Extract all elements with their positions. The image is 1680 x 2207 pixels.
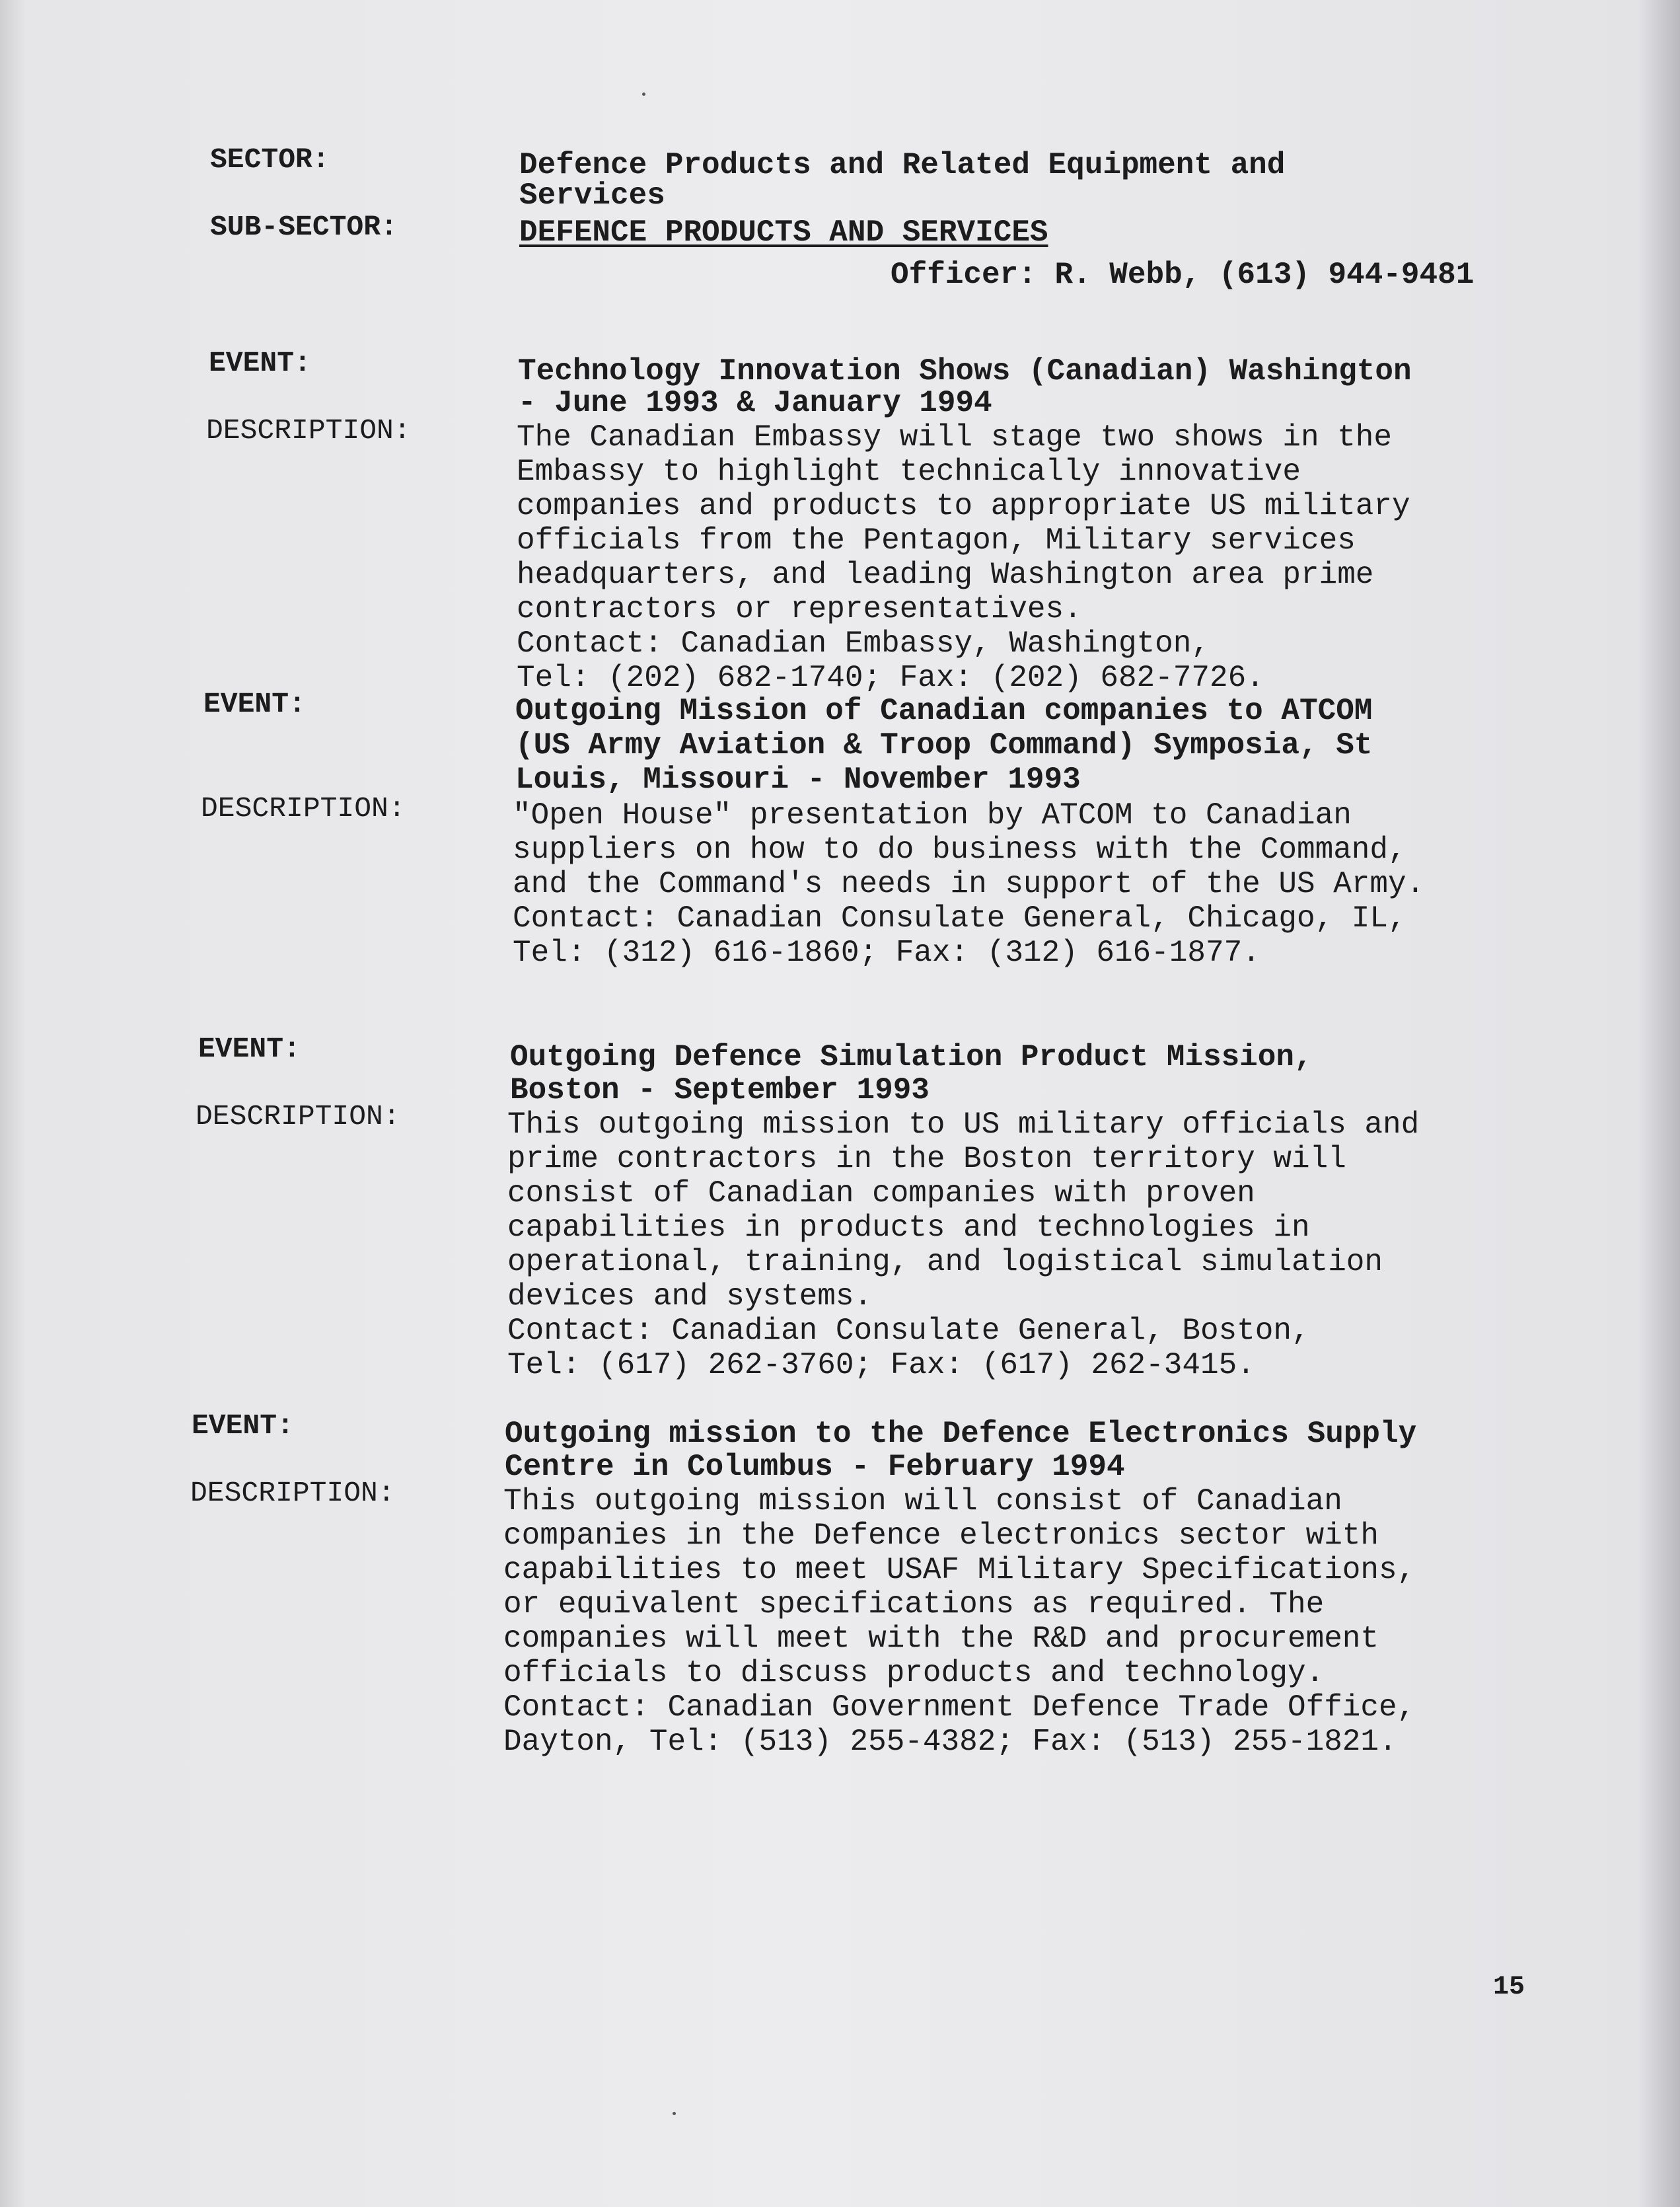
sector-value-line-2: Services — [519, 178, 665, 213]
officer-line: Officer: R. Webb, (613) 944-9481 — [891, 258, 1475, 292]
description-line: Embassy to highlight technically innovative — [517, 455, 1301, 489]
event-title-line: Louis, Missouri - November 1993 — [515, 763, 1081, 797]
description-line: companies and products to appropriate US military — [517, 489, 1410, 523]
event-title-line: Outgoing Defence Simulation Product Mission, — [510, 1040, 1313, 1074]
sector-label: SECTOR: — [210, 143, 330, 176]
description-line: capabilities to meet USAF Military Specifications, — [503, 1553, 1416, 1587]
description-line: or equivalent specifications as required. The — [503, 1587, 1325, 1622]
contact-line: Tel: (202) 682-1740; Fax: (202) 682-7726. — [517, 661, 1264, 695]
sector-value-line-1: Defence Products and Related Equipment and — [519, 148, 1286, 182]
description-line: officials to discuss products and technology. — [503, 1656, 1325, 1690]
description-label: DESCRIPTION: — [196, 1100, 400, 1133]
contact-line: Contact: Canadian Consulate General, Chicago, IL, — [513, 901, 1406, 936]
contact-line: Dayton, Tel: (513) 255-4382; Fax: (513) 255-1821. — [503, 1725, 1397, 1759]
description-line: devices and systems. — [507, 1279, 873, 1314]
event-title-line: Technology Innovation Shows (Canadian) Washington — [518, 354, 1412, 389]
contact-line: Contact: Canadian Government Defence Trade Office, — [503, 1690, 1416, 1725]
description-line: capabilities in products and technologies in — [507, 1211, 1310, 1245]
description-line: This outgoing mission will consist of Canadian — [503, 1484, 1342, 1518]
description-line: consist of Canadian companies with proven — [507, 1176, 1255, 1211]
event-title-line: Outgoing mission to the Defence Electronics Supply — [505, 1417, 1417, 1451]
description-line: "Open House" presentation by ATCOM to Canadian — [513, 798, 1352, 833]
event-title-line: Centre in Columbus - February 1994 — [505, 1450, 1125, 1484]
event-label: EVENT: — [198, 1033, 301, 1065]
description-line: companies will meet with the R&D and procurement — [503, 1622, 1379, 1656]
description-line: suppliers on how to do business with the Command, — [513, 833, 1406, 867]
description-line: prime contractors in the Boston territory will — [507, 1142, 1346, 1176]
description-line: headquarters, and leading Washington area prime — [517, 558, 1374, 592]
page-number: 15 — [1493, 1972, 1525, 2002]
contact-line: Tel: (617) 262-3760; Fax: (617) 262-3415. — [507, 1348, 1255, 1382]
description-line: officials from the Pentagon, Military services — [517, 523, 1356, 558]
sub-sector-label: SUB-SECTOR: — [210, 211, 398, 243]
event-title-line: (US Army Aviation & Troop Command) Symposia, St — [515, 728, 1373, 763]
contact-line: Tel: (312) 616-1860; Fax: (312) 616-1877. — [513, 936, 1260, 970]
event-label: EVENT: — [209, 347, 311, 379]
scan-speck — [642, 93, 645, 96]
description-line: contractors or representatives. — [517, 592, 1082, 626]
event-title-line: - June 1993 & January 1994 — [518, 386, 992, 420]
description-label: DESCRIPTION: — [201, 792, 406, 825]
event-title-line: Outgoing Mission of Canadian companies to ATCOM — [515, 694, 1373, 728]
description-line: and the Command's needs in support of the US Army. — [513, 867, 1425, 901]
description-line: This outgoing mission to US military officials and — [507, 1107, 1420, 1142]
sub-sector-value: DEFENCE PRODUCTS AND SERVICES — [519, 215, 1048, 250]
contact-line: Contact: Canadian Consulate General, Boston, — [507, 1314, 1310, 1348]
event-label: EVENT: — [192, 1409, 294, 1442]
description-line: operational, training, and logistical simulation — [507, 1245, 1383, 1279]
description-label: DESCRIPTION: — [190, 1477, 395, 1509]
contact-line: Contact: Canadian Embassy, Washington, — [517, 626, 1210, 661]
description-label: DESCRIPTION: — [206, 414, 411, 447]
description-line: companies in the Defence electronics sector with — [503, 1518, 1379, 1553]
description-line: The Canadian Embassy will stage two shows in the — [517, 420, 1393, 455]
event-title-line: Boston - September 1993 — [510, 1073, 930, 1107]
scan-speck — [673, 2112, 676, 2115]
event-label: EVENT: — [203, 688, 306, 720]
